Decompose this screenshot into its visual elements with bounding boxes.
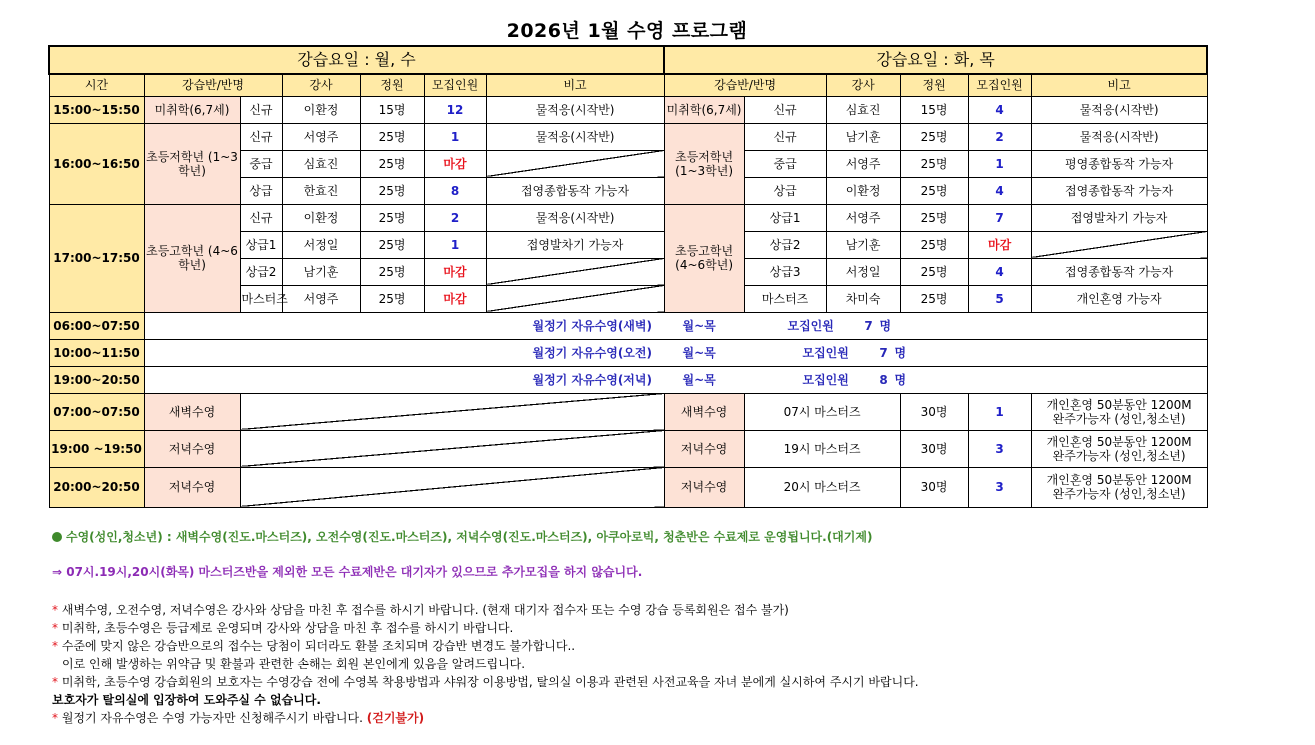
class-name-cell: 20시 마스터즈 <box>744 467 900 507</box>
free-swim-name: 월정기 자유수영(오전) <box>532 345 652 360</box>
recruit-cell: 1 <box>968 150 1031 177</box>
time-cell: 19:00~20:50 <box>49 366 144 393</box>
free-swim-count: 8 <box>879 372 888 387</box>
note-text: 월정기 자유수영은 수영 가능자만 신청해주시기 바랍니다. <box>61 711 363 725</box>
note-cell <box>1031 393 1207 430</box>
note-line: 개인혼영 50분동안 1200M <box>1046 434 1192 449</box>
level-cell: 마스터즈 <box>744 285 826 312</box>
note-line: 개인혼영 50분동안 1200M <box>1046 473 1192 487</box>
asterisk-icon: * <box>52 675 58 689</box>
free-swim-unit: 명 <box>894 372 907 387</box>
teacher-cell: 남기훈 <box>826 231 900 258</box>
teacher-cell: 서영주 <box>282 285 360 312</box>
capacity-cell: 15명 <box>900 96 968 123</box>
note-text: 이로 인해 발생하는 위약금 및 환불과 관련한 손해는 회원 본인에게 있음을 알려드립니다. <box>62 657 526 671</box>
recruit-cell: 5 <box>968 285 1031 312</box>
recruit-cell: 마감 <box>968 231 1031 258</box>
group-cell: 초등고학년 (4~6학년) <box>664 204 744 312</box>
level-cell: 신규 <box>744 96 826 123</box>
adult-class-right: 저녁수영 <box>664 430 744 467</box>
col-recruit: 모집인원 <box>424 74 486 96</box>
level-cell: 상급1 <box>744 204 826 231</box>
col-recruit: 모집인원 <box>968 74 1031 96</box>
level-cell: 신규 <box>240 96 282 123</box>
free-swim-label: 모집인원 <box>787 318 834 333</box>
recruit-cell: 1 <box>968 393 1031 430</box>
note-line: 완주가능자 (성인,청소년) <box>1052 448 1186 463</box>
note-item <box>52 709 424 726</box>
note-cell-empty <box>486 285 664 312</box>
asterisk-icon: * <box>52 639 58 653</box>
recruit-cell: 4 <box>968 177 1031 204</box>
note-cell: 개인혼영 가능자 <box>1031 285 1207 312</box>
group-cell: 미취학(6,7세) <box>144 96 240 123</box>
recruit-cell: 마감 <box>424 150 486 177</box>
adult-class-left: 저녁수영 <box>144 467 240 507</box>
col-class: 강습반/반명 <box>144 74 282 96</box>
schedule-table <box>48 45 1208 508</box>
capacity-cell: 30명 <box>900 430 968 467</box>
note-text: 새벽수영, 오전수영, 저녁수영은 강사와 상담을 마친 후 접수를 하시기 바랍니다. (현재 대기자 접수자 또는 수영 강습 등록회원은 접수 불가) <box>61 603 789 617</box>
note-cell: 물적응(시작반) <box>1031 123 1207 150</box>
adult-class-left: 저녁수영 <box>144 430 240 467</box>
col-capacity: 정원 <box>900 74 968 96</box>
teacher-cell: 서영주 <box>826 204 900 231</box>
free-swim-name: 월정기 자유수영(새벽) <box>532 318 652 333</box>
capacity-cell: 25명 <box>900 123 968 150</box>
free-swim-row <box>49 339 1207 366</box>
level-cell: 상급 <box>744 177 826 204</box>
page-title: 2026년 1월 수영 프로그램 <box>506 20 748 42</box>
empty-cell <box>240 430 664 467</box>
teacher-cell: 이환정 <box>826 177 900 204</box>
capacity-cell: 25명 <box>360 150 424 177</box>
time-cell: 19:00 ~19:50 <box>49 430 144 467</box>
capacity-cell: 25명 <box>360 231 424 258</box>
notice-adult-text: 수영(성인,청소년) : 새벽수영(진도.마스터즈), 오전수영(진도.마스터즈), 저녁수영(진도.마스터즈), 아쿠아로빅, 청춘반은 수료제로 운영됩니다.(대기제) <box>66 530 873 544</box>
green-dot-icon <box>52 532 62 542</box>
capacity-cell: 25명 <box>360 204 424 231</box>
recruit-cell: 3 <box>968 467 1031 507</box>
level-cell: 상급1 <box>240 231 282 258</box>
note-cell: 물적응(시작반) <box>1031 96 1207 123</box>
header-mon-wed: 강습요일 : 월, 수 <box>49 46 664 74</box>
col-capacity: 정원 <box>360 74 424 96</box>
notice-no-extra: ⇒ 07시.19시,20시(화목) 마스터즈반을 제외한 모든 수료제반은 대기자가 있으므로 추가모집을 하지 않습니다. <box>52 565 643 579</box>
level-cell: 중급 <box>744 150 826 177</box>
note-warning: (걷기불가) <box>366 711 425 725</box>
free-swim-days: 월~목 <box>682 318 716 333</box>
time-cell: 17:00~17:50 <box>49 204 144 312</box>
col-class: 강습반/반명 <box>664 74 826 96</box>
asterisk-icon: * <box>52 621 58 635</box>
asterisk-icon: * <box>52 603 58 617</box>
teacher-cell: 심효진 <box>826 96 900 123</box>
recruit-cell: 2 <box>968 123 1031 150</box>
free-swim-label: 모집인원 <box>802 345 849 360</box>
capacity-cell: 30명 <box>900 467 968 507</box>
empty-cell <box>240 393 664 430</box>
capacity-cell: 25명 <box>360 258 424 285</box>
capacity-cell: 25명 <box>900 204 968 231</box>
note-cell: 접영종합동작 가능자 <box>1031 258 1207 285</box>
table-row <box>49 96 1207 123</box>
teacher-cell: 심효진 <box>282 150 360 177</box>
note-cell: 접영종합동작 가능자 <box>1031 177 1207 204</box>
time-cell: 06:00~07:50 <box>49 312 144 339</box>
level-cell: 상급3 <box>744 258 826 285</box>
free-swim-unit: 명 <box>879 318 892 333</box>
level-cell: 상급 <box>240 177 282 204</box>
note-cell: 접영발차기 가능자 <box>1031 204 1207 231</box>
adult-row <box>49 393 1207 430</box>
header-tue-thu: 강습요일 : 화, 목 <box>664 46 1207 74</box>
note-text: 수준에 맞지 않은 강습반으로의 접수는 당첨이 되더라도 환불 조치되며 강습반 변경도 불가합니다.. <box>61 639 576 653</box>
adult-row <box>49 430 1207 467</box>
capacity-cell: 15명 <box>360 96 424 123</box>
capacity-cell: 25명 <box>900 231 968 258</box>
recruit-cell: 4 <box>968 258 1031 285</box>
adult-class-right: 새벽수영 <box>664 393 744 430</box>
free-swim-unit: 명 <box>894 345 907 360</box>
teacher-cell: 이환정 <box>282 96 360 123</box>
table-row <box>49 204 1207 231</box>
capacity-cell: 25명 <box>900 177 968 204</box>
adult-row <box>49 467 1207 507</box>
free-swim-name: 월정기 자유수영(저녁) <box>532 372 652 387</box>
note-cell: 평영종합동작 가능자 <box>1031 150 1207 177</box>
recruit-cell: 4 <box>968 96 1031 123</box>
adult-class-left: 새벽수영 <box>144 393 240 430</box>
recruit-cell: 2 <box>424 204 486 231</box>
note-guardian: 보호자가 탈의실에 입장하여 도와주실 수 없습니다. <box>52 693 321 707</box>
adult-class-right: 저녁수영 <box>664 467 744 507</box>
recruit-cell: 3 <box>968 430 1031 467</box>
note-cell <box>1031 430 1207 467</box>
capacity-cell: 30명 <box>900 393 968 430</box>
note-line: 개인혼영 50분동안 1200M <box>1046 397 1192 412</box>
capacity-cell: 25명 <box>360 177 424 204</box>
capacity-cell: 25명 <box>900 285 968 312</box>
group-cell: 미취학(6,7세) <box>664 96 744 123</box>
group-cell: 초등저학년 (1~3학년) <box>144 123 240 204</box>
level-cell: 신규 <box>240 123 282 150</box>
asterisk-icon: * <box>52 711 58 725</box>
teacher-cell: 남기훈 <box>282 258 360 285</box>
recruit-cell: 7 <box>968 204 1031 231</box>
note-cell: 물적응(시작반) <box>486 123 664 150</box>
note-cell-empty <box>1031 231 1207 258</box>
recruit-cell: 12 <box>424 96 486 123</box>
note-cell-empty <box>486 150 664 177</box>
col-teacher: 강사 <box>826 74 900 96</box>
class-name-cell: 07시 마스터즈 <box>744 393 900 430</box>
capacity-cell: 25명 <box>360 123 424 150</box>
free-swim-row <box>49 312 1207 339</box>
note-line: 완주가능자 (성인,청소년) <box>1052 411 1186 426</box>
free-swim-row <box>49 366 1207 393</box>
note-cell: 접영발차기 가능자 <box>486 231 664 258</box>
time-cell: 20:00~20:50 <box>49 467 144 507</box>
group-cell: 초등저학년 (1~3학년) <box>664 123 744 204</box>
teacher-cell: 서영주 <box>826 150 900 177</box>
col-note: 비고 <box>1031 74 1207 96</box>
teacher-cell: 남기훈 <box>826 123 900 150</box>
col-time: 시간 <box>49 74 144 96</box>
note-item <box>52 673 919 690</box>
capacity-cell: 25명 <box>900 150 968 177</box>
teacher-cell: 서정일 <box>282 231 360 258</box>
time-cell: 07:00~07:50 <box>49 393 144 430</box>
time-cell: 15:00~15:50 <box>49 96 144 123</box>
group-cell: 초등고학년 (4~6학년) <box>144 204 240 312</box>
note-cell: 접영종합동작 가능자 <box>486 177 664 204</box>
free-swim-count: 7 <box>864 318 873 333</box>
note-item <box>52 637 575 654</box>
class-name-cell: 19시 마스터즈 <box>744 430 900 467</box>
table-row <box>49 123 1207 150</box>
free-swim-count: 7 <box>879 345 888 360</box>
teacher-cell: 한효진 <box>282 177 360 204</box>
note-cell-empty <box>486 258 664 285</box>
recruit-cell: 8 <box>424 177 486 204</box>
teacher-cell: 서영주 <box>282 123 360 150</box>
note-item <box>52 601 789 618</box>
free-swim-days: 월~목 <box>682 372 716 387</box>
level-cell: 마스터즈 <box>240 285 282 312</box>
note-cell: 물적응(시작반) <box>486 204 664 231</box>
recruit-cell: 마감 <box>424 258 486 285</box>
col-teacher: 강사 <box>282 74 360 96</box>
recruit-cell: 1 <box>424 123 486 150</box>
level-cell: 중급 <box>240 150 282 177</box>
level-cell: 상급2 <box>744 231 826 258</box>
free-swim-days: 월~목 <box>682 345 716 360</box>
col-note: 비고 <box>486 74 664 96</box>
capacity-cell: 25명 <box>360 285 424 312</box>
level-cell: 신규 <box>744 123 826 150</box>
capacity-cell: 25명 <box>900 258 968 285</box>
time-cell: 10:00~11:50 <box>49 339 144 366</box>
teacher-cell: 서정일 <box>826 258 900 285</box>
time-cell: 16:00~16:50 <box>49 123 144 204</box>
note-item <box>52 619 513 636</box>
note-text: 미취학, 초등수영은 등급제로 운영되며 강사와 상담을 마친 후 접수를 하시기 바랍니다. <box>61 621 514 635</box>
note-text: 미취학, 초등수영 강습회원의 보호자는 수영강습 전에 수영복 착용방법과 샤워장 이용방법, 탈의실 이용과 관련된 사전교육을 자녀 분에게 실시하여 주시기 바랍니다. <box>61 675 919 689</box>
notice-adult <box>52 528 872 545</box>
teacher-cell: 이환정 <box>282 204 360 231</box>
recruit-cell: 마감 <box>424 285 486 312</box>
level-cell: 신규 <box>240 204 282 231</box>
free-swim-label: 모집인원 <box>802 372 849 387</box>
teacher-cell: 차미숙 <box>826 285 900 312</box>
level-cell: 상급2 <box>240 258 282 285</box>
note-cell <box>1031 467 1207 507</box>
empty-cell <box>240 467 664 507</box>
recruit-cell: 1 <box>424 231 486 258</box>
note-line: 완주가능자 (성인,청소년) <box>1052 487 1186 501</box>
note-cell: 물적응(시작반) <box>486 96 664 123</box>
